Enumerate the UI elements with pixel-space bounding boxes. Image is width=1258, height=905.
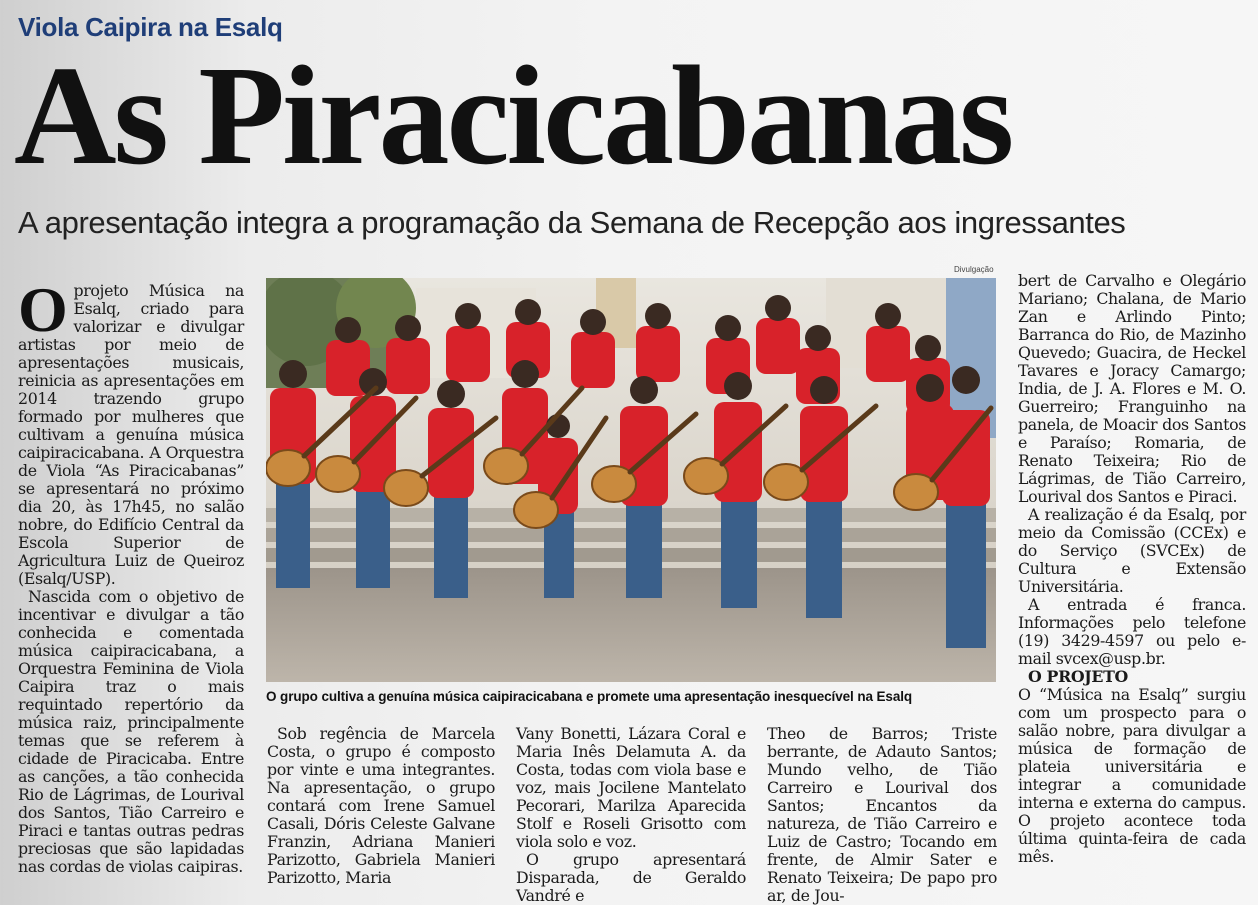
lead-text: projeto Música na Esalq, criado para valorizar e divulgar artistas por meio de apresentações musicais, reinicia as apresentações em 2014 trazendo grupo formado por mulheres que cultivam a genuína música caipiracicabana. A Orquestra de Viola “As Piracicabanas” se apresentará no próximo dia 20, às 17h45, no salão nobre, do Edifício Central da Escola Superior de Agricultura Luiz de Queiroz (Esalq/USP). xyxy=(18,281,244,588)
paragraph: O grupo apresentará Disparada, de Geraldo Vandré e xyxy=(516,850,746,905)
subheadline: A apresentação integra a programação da Semana de Recepção aos ingressantes xyxy=(18,205,1126,240)
photo-credit: Divulgação xyxy=(954,265,994,274)
article-column-3 xyxy=(516,725,746,905)
paragraph: A realização é da Esalq, por meio da Comissão (CCEx) e do Serviço (SVCEx) de Cultura e Extensão Universitária. xyxy=(1018,505,1246,596)
photo-caption: O grupo cultiva a genuína música caipiracicabana e promete uma apresentação inesquecível na Esalq xyxy=(266,689,913,704)
group-photo-frame xyxy=(266,278,996,688)
paragraph: Vany Bonetti, Lázara Coral e Maria Inês Delamuta A. da Costa, todas com viola base e voz, mais Jocilene Mantelato Pecorari, Marilza Aparecida Stolf e Roseli Grisotto com viola solo e voz. xyxy=(516,724,746,851)
lead-paragraph xyxy=(18,274,244,588)
article-column-1 xyxy=(18,274,244,876)
paragraph: O “Música na Esalq” surgiu com um prospecto para o salão nobre, para divulgar a música de formação de plateia universitária e integrar a comunidade interna e externa do campus. O projeto acontece toda última quinta-feira de cada mês. xyxy=(1018,685,1246,866)
paragraph: Sob regência de Marcela Costa, o grupo é composto por vinte e uma integrantes. Na apresentação, o grupo contará com Irene Samuel Casali, Dóris Celeste Galvane Franzin, Adriana Manieri Parizotto, Gabriela Manieri Parizotto, Maria xyxy=(267,724,495,887)
section-kicker: Viola Caipira na Esalq xyxy=(18,12,283,42)
article-column-2 xyxy=(267,725,495,887)
paragraph: Nascida com o objetivo de incentivar e divulgar a tão conhecida e comentada música caipiracicabana, a Orquestra Feminina de Viola Caipira traz o mais requintado repertório da música raiz, principalmente temas que se referem à cidade de Piracicaba. Entre as canções, a tão conhecida Rio de Lágrimas, de Lourival dos Santos, Tião Carreiro e Piraci e tantas outras pedras preciosas que são lapidadas nas cordas de violas caipiras. xyxy=(18,587,244,876)
article-column-4 xyxy=(767,725,997,905)
group-photo xyxy=(266,278,996,682)
headline: As Piracicabanas xyxy=(14,36,1012,194)
orchestra-photo-illustration xyxy=(266,278,996,682)
section-title: O PROJETO xyxy=(1028,667,1128,686)
paragraph: bert de Carvalho e Olegário Mariano; Chalana, de Mario Zan e Arlindo Pinto; Barranca do Rio, de Mazinho Quevedo; Guacira, de Heckel Tavares e Joracy Camargo; India, de J. A. Flores e M. O. Guerreiro; Franguinho na panela, de Moacir dos Santos e Paraíso; Romaria, de Renato Teixeira; Rio de Lágrimas, de Tião Carreiro, Lourival dos Santos e Piraci. xyxy=(1018,271,1246,506)
paragraph: A entrada é franca. Informações pelo telefone (19) 3429-4597 ou pelo e-mail svcex@usp.br. xyxy=(1018,595,1246,668)
drop-cap: O xyxy=(18,274,68,345)
article-column-5 xyxy=(1018,272,1246,866)
paragraph: Theo de Barros; Triste berrante, de Adauto Santos; Mundo velho, de Tião Carreiro e Lourival dos Santos; Encantos da natureza, de Tião Carreiro e Luiz de Castro; Tocando em frente, de Almir Sater e Renato Teixeira; De papo pro ar, de Jou- xyxy=(767,724,997,905)
